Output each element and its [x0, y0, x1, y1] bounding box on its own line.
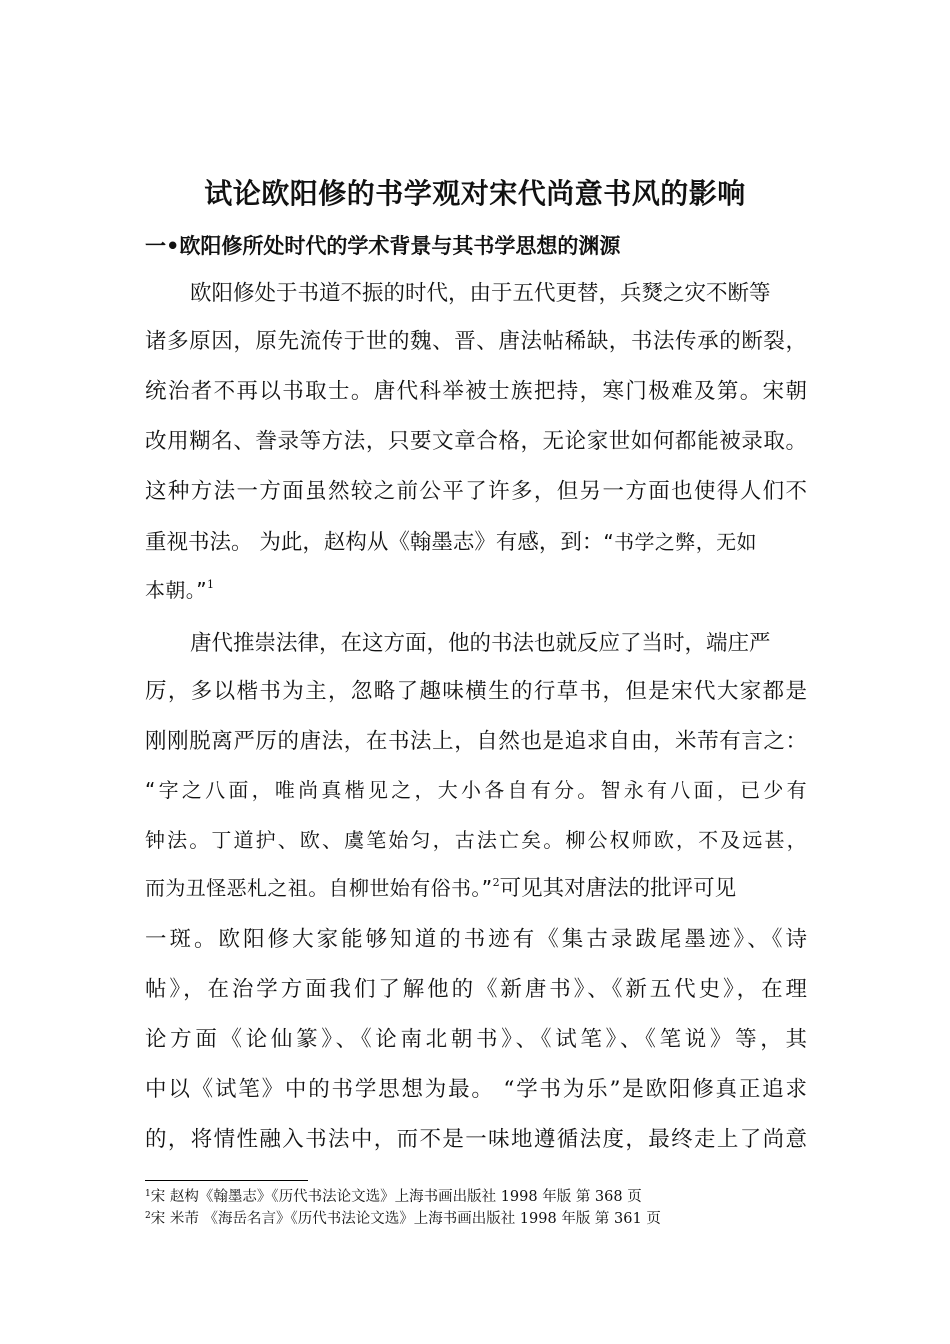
paragraph-2-line-11: 的，将情性融入书法中，而不是一味地遵循法度，最终走上了尚意 — [145, 1127, 807, 1152]
footnote-1 — [145, 1188, 642, 1206]
document-title: 试论欧阳修的书学观对宋代尚意书风的影响 — [204, 177, 746, 210]
paragraph-2-line-7: 一斑。欧阳修大家能够知道的书迹有《集古录跋尾墨迹》、《诗 — [145, 927, 807, 952]
quote-zhao-gou-start: “书学之弊，无如 — [603, 530, 757, 554]
paragraph-1-line-5: 这种方法一方面虽然较之前公平了许多，但另一方面也使得人们不 — [145, 479, 807, 504]
paragraph-2-line-5: 钟法。丁道护、欧、虞笔始匀，古法亡矣。柳公权师欧，不及远甚， — [145, 828, 807, 852]
footnote-2 — [145, 1210, 661, 1228]
paragraph-1-line-6 — [145, 528, 807, 557]
footnote-1-mark: 1 — [145, 1189, 151, 1199]
footnote-ref-2[interactable]: 2 — [492, 876, 500, 889]
section-heading: 一•欧阳修所处时代的学术背景与其书学思想的渊源 — [145, 234, 621, 258]
paragraph-1-line-6-text: 重视书法。 为此，赵构从《翰墨志》有感，到： — [145, 530, 604, 555]
paragraph-2-line-4: “字之八面，唯尚真楷见之，大小各自有分。智永有八面，已少有 — [145, 778, 807, 802]
quote-mi-fu-end: 而为丑怪恶札之祖。自柳世始有俗书。” — [145, 876, 493, 900]
footnote-divider — [145, 1180, 308, 1181]
footnote-ref-1[interactable]: 1 — [206, 578, 214, 591]
paragraph-1-line-4: 改用糊名、誊录等方法，只要文章合格，无论家世如何都能被录取。 — [145, 429, 807, 454]
paragraph-1-line-3: 统治者不再以书取士。唐代科举被士族把持，寒门极难及第。宋朝 — [145, 379, 807, 404]
quote-zhao-gou-end: 本朝。” — [145, 578, 207, 602]
paragraph-2-line-2: 厉，多以楷书为主，忽略了趣味横生的行草书，但是宋代大家都是 — [145, 679, 807, 704]
paragraph-2-line-10: 中以《试笔》中的书学思想为最。 “学书为乐”是欧阳修真正追求 — [145, 1077, 807, 1102]
paragraph-2-line-9: 论方面《论仙篆》、《论南北朝书》、《试笔》、《笔说》等，其 — [145, 1027, 807, 1052]
footnote-2-mark: 2 — [145, 1211, 151, 1221]
footnote-2-text: 宋 米芾 《海岳名言》《历代书法论文选》上海书画出版社 1998 年版 第 361 页 — [150, 1211, 661, 1227]
paragraph-2-line-8: 帖》，在治学方面我们了解他的《新唐书》、《新五代史》，在理 — [145, 977, 807, 1002]
paragraph-1-line-7 — [145, 576, 807, 605]
paragraph-2-line-6 — [145, 874, 807, 903]
paragraph-1-line-1: 欧阳修处于书道不振的时代，由于五代更替，兵燹之灾不断等 — [190, 281, 771, 306]
footnote-1-text: 宋 赵构《翰墨志》《历代书法论文选》上海书画出版社 1998 年版 第 368 页 — [150, 1189, 642, 1205]
paragraph-1-line-2: 诸多原因，原先流传于世的魏、晋、唐法帖稀缺，书法传承的断裂， — [145, 329, 807, 354]
paragraph-2-line-3: 刚刚脱离严厉的唐法，在书法上，自然也是追求自由，米芾有言之： — [145, 729, 807, 754]
paragraph-2-line-6-text: 可见其对唐法的批评可见 — [499, 876, 737, 901]
paragraph-2-line-1: 唐代推崇法律，在这方面，他的书法也就反应了当时，端庄严 — [190, 631, 771, 656]
